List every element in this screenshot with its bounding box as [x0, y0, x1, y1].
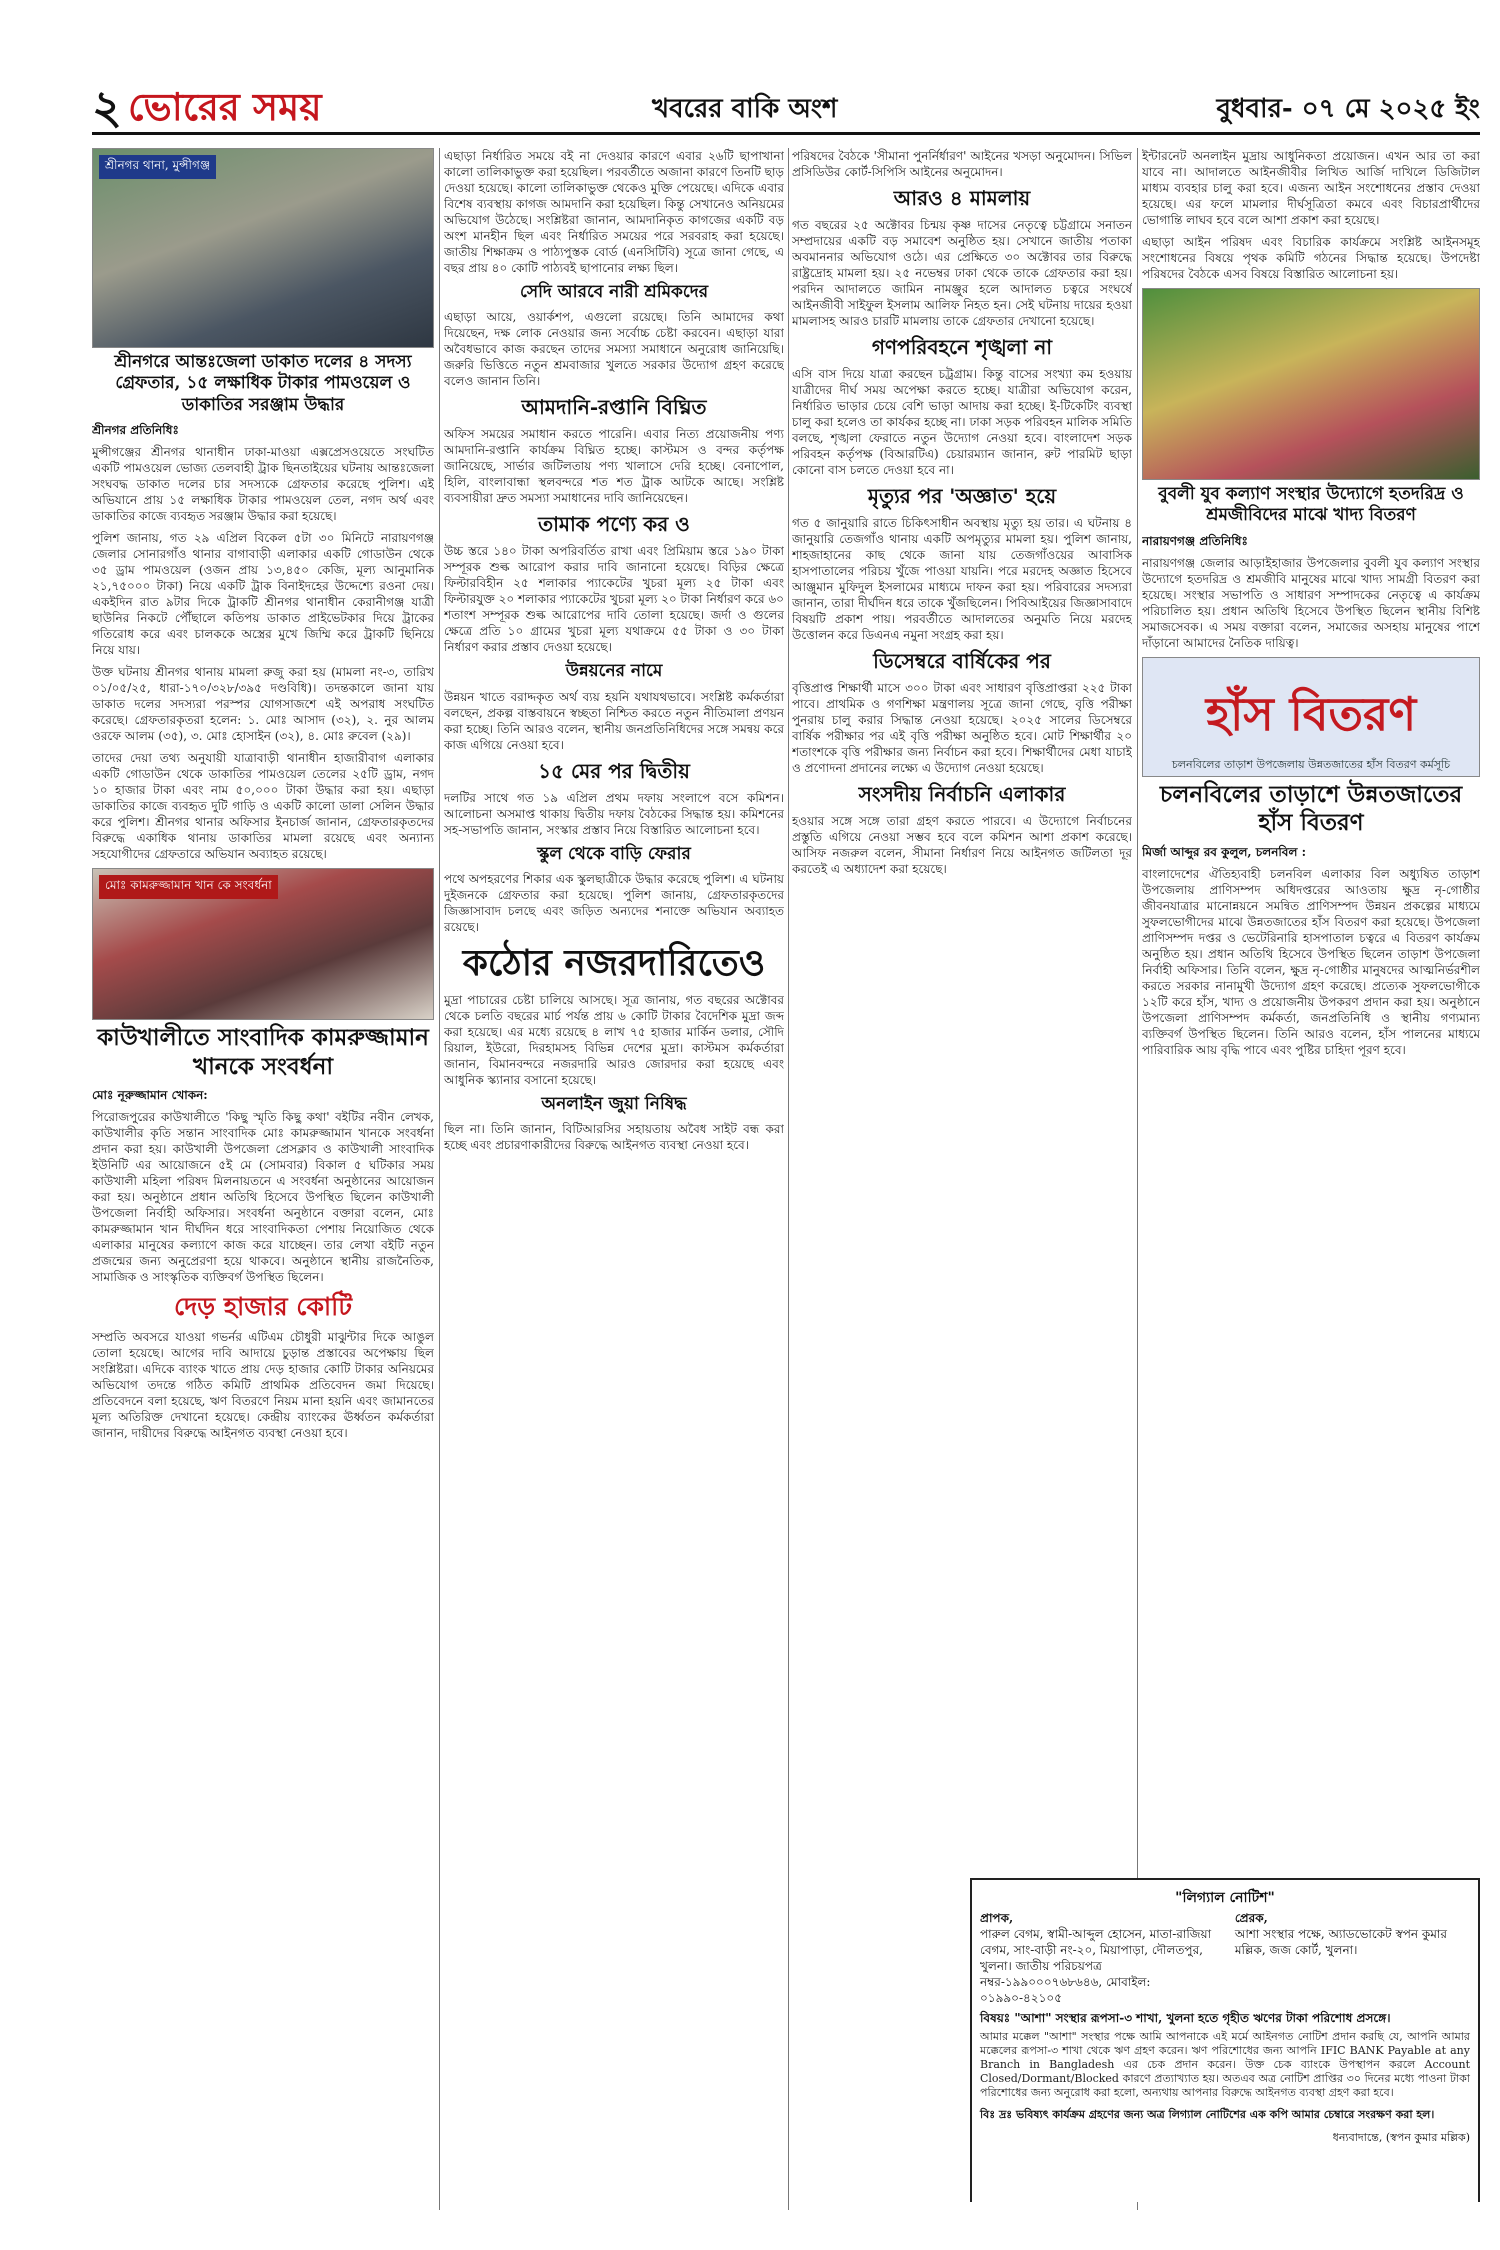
headline-school-return: স্কুল থেকে বাড়ি ফেরার [537, 843, 691, 864]
headline-strict-surveillance: কঠোর নজরদারিতেও [462, 941, 766, 984]
page-number: ২ [92, 80, 122, 134]
headline-thousand-crore: দেড় হাজার কোটি [174, 1292, 352, 1322]
newspaper-logo: ভোরের সময় [128, 84, 322, 129]
article-paragraph: মুদ্রা পাচারের চেষ্টা চালিয়ে আসছে। সূত্র জানায়, গত বছরের অক্টোবর থেকে চলতি বছরের মার্চ পর্যন্ত প্রায় ৬ কোটি টাকার বৈদেশিক মুদ্রা জব্দ করা হয়েছে। এর মধ্যে রয়েছে ৪ লাখ ৭৫ হাজার মার্কিন ডলার, সৌদি রিয়াল, ইউরো, দিরহামসহ বিভিন্ন দেশের মুদ্রা। কাস্টমস কর্মকর্তারা জানান, বিমানবন্দরে নজরদারি আরও জোরদার করা হয়েছে এবং আধুনিক স্ক্যানার বসানো হয়েছে। [444, 992, 784, 1087]
photo-caption-tag: মোঃ কামরুজ্জামান খান কে সংবর্ধনা [99, 875, 278, 899]
byline: মোঃ নূরুজ্জামান খোকন: [92, 1088, 208, 1103]
headline-unknown-after-death: মৃত্যুর পর 'অজ্ঞাত' হয়ে [867, 484, 1057, 508]
headline-december-annual: ডিসেম্বরে বার্ষিকের পর [873, 649, 1051, 673]
article-paragraph: সম্প্রতি অবসরে যাওয়া গভর্নর এটিএম চৌধুরী মাঝুন্টার দিকে আঙুল তোলা হয়েছে। আগের দাবি আদায়ে চুড়ান্ত প্রস্তাবের অপেক্ষায় ছিল সংশ্লিষ্টরা। এদিকে ব্যাংক খাতে প্রায় দেড় হাজার কোটি টাকার অনিয়মের অভিযোগ তদন্তে গঠিত কমিটি প্রাথমিক প্রতিবেদন জমা দিয়েছে। প্রতিবেদনে বলা হয়েছে, ঋণ বিতরণে নিয়ম মানা হয়নি এবং জামানতের মূল্য অতিরিক্ত দেখানো হয়েছে। কেন্দ্রীয় ব্যাংকের ঊর্ধ্বতন কর্মকর্তারা জানান, দায়ীদের বিরুদ্ধে আইনগত ব্যবস্থা নেওয়া হবে। [92, 1329, 434, 1440]
column-4 [1142, 148, 1480, 1870]
headline-import-export: আমদানি-রপ্তানি বিঘ্নিত [521, 395, 707, 420]
news-photo-food-distribution [1142, 288, 1480, 480]
article-paragraph: ছিল না। তিনি জানান, বিটিআরসির সহায়তায় অবৈধ সাইট বন্ধ করা হচ্ছে এবং প্রচারণাকারীদের বিরুদ্ধে আইনগত ব্যবস্থা নেওয়া হবে। [444, 1122, 784, 1152]
publication-date: বুধবার- ০৭ মে ২০২৫ ইং [1216, 94, 1480, 124]
article-paragraph: উক্ত ঘটনায় শ্রীনগর থানায় মামলা রুজু করা হয় (মামলা নং-৩, তারিখ ০১/০৫/২৫, ধারা-১৭০/৩২৮/৩৯৫ দণ্ডবিধি)। তদন্তকালে জানা যায় ডাকাত দলের সদস্যরা পরস্পর যোগসাজশে এই অপরাধ সংঘটিত করেছে। গ্রেফতারকৃতরা হলেন: ১. মোঃ আসাদ (৩২), ২. নুর আলম ওরফে আলম (৩৫), ৩. মোঃ হোসাইন (৩২), ৪. মোঃ রুবেল (২৯)। [92, 664, 434, 743]
headline-journalist-reception: কাউখালীতে সাংবাদিক কামরুজ্জামান খানকে সংবর্ধনা [97, 1023, 429, 1080]
recipient-label: প্রাপক, [980, 1911, 1014, 1925]
recipient-details: পারুল বেগম, স্বামী-আব্দুল হোসেন, মাতা-রাজিয়া বেগম, সাং-বাড়ী নং-২০, মিয়াপাড়া, দৌলতপুর, খুলনা। জাতীয় পরিচয়পত্র নম্বর-১৯৯০০০৭৬৮৬৪৬, মোবাইল: ০১৯৯০-৪২১০৫ [980, 1927, 1212, 2005]
article-paragraph: মুন্সীগঞ্জের শ্রীনগর থানাধীন ঢাকা-মাওয়া এক্সপ্রেসওয়েতে সংঘটিত একটি পামওয়েল ভোজ্য তেলবাহী ট্রাক ছিনতাইয়ের ঘটনায় আন্তঃজেলা সংঘবদ্ধ ডাকাত দলের চার সদস্যকে গ্রেফতার করেছে পুলিশ। এই অভিযানে প্রায় ১৫ লক্ষাধিক টাকার পামওয়েল তেল, নগদ অর্থ এবং ডাকাতির কাজে ব্যবহৃত সরঞ্জাম উদ্ধার করা হয়েছে। [92, 444, 434, 523]
duck-distribution-banner [1142, 657, 1480, 777]
article-paragraph: এছাড়া নির্ধারিত সময়ে বই না দেওয়ার কারণে এবার ২৬টি ছাপাখানা কালো তালিকাভুক্ত করা হয়েছিল। পরবর্তীতে অজানা কারণে তিনটি ছাড় দেওয়া হয়েছে। কালো তালিকাভুক্ত থেকেও মুক্তি পেয়েছে। এদিকে এবার বিশেষ ব্যবস্থায় কাগজ আমদানি করা হয়েছিল। কিন্তু সেখানেও অনিয়মের অভিযোগ উঠেছে। সংশ্লিষ্টরা জানান, আমদানিকৃত কাগজের একটি বড় অংশ মানহীন ছিল এবং নির্ধারিত সময়ের পরে সরবরাহ করা হয়েছে। জাতীয় শিক্ষাক্রম ও পাঠ্যপুস্তক বোর্ড (এনসিটিবি) সূত্রে জানা গেছে, এ বছর প্রায় ৪০ কোটি পাঠ্যবই ছাপানোর লক্ষ্য ছিল। [444, 149, 784, 275]
article-paragraph: পুলিশ জানায়, গত ২৯ এপ্রিল বিকেল ৫টা ৩০ মিনিটে নারায়ণগঞ্জ জেলার সোনারগাঁও থানার বাগাবাড়ী এলাকার একটি গোডাউন থেকে ৩৫ ড্রাম পামওয়েল (ওজন প্রায় ১৩,৪৫০ কেজি, মূল্য আনুমানিক ২১,৭৫০০০ টাকা) নিয়ে একটি ট্রাক বিনাইদহের উদ্দেশ্যে রওনা দেয়। একইদিন রাত ৯টার দিকে ট্রাকটি শ্রীনগর থানাধীন কেরানীগঞ্জ যাত্রী ছাউনির নিকটে পৌঁছালে কতিপয় ডাকাত প্রাইভেটকার দিয়ে ট্রাকের গতিরোধ করে এবং চালককে অস্ত্রের মুখে জিম্মি করে ট্রাকটি ছিনিয়ে নিয়ে যায়। [92, 530, 434, 657]
legal-notice [970, 1872, 1480, 2202]
headline-online-gambling: অনলাইন জুয়া নিষিদ্ধ [541, 1093, 687, 1114]
notice-title: "লিগ্যাল নোটিশ" [1175, 1890, 1275, 1906]
headline-public-transport: গণপরিবহনে শৃঙ্খলা না [871, 335, 1053, 359]
news-photo-reception [92, 868, 434, 1020]
column-1 [92, 148, 434, 2210]
byline: নারায়ণগঞ্জ প্রতিনিধিঃ [1142, 533, 1248, 548]
article-paragraph: অফিস সময়ের সমাধান করতে পারেনি। এবার নিত্য প্রয়োজনীয় পণ্য আমদানি-রপ্তানি কার্যক্রম বিঘ্নিত হচ্ছে। কাস্টমস ও বন্দর কর্তৃপক্ষ জানিয়েছে, সার্ভার জটিলতায় পণ্য খালাসে দেরি হচ্ছে। বেনাপোল, হিলি, বাংলাবান্ধা স্থলবন্দরে শত শত ট্রাক আটকে আছে। সংশ্লিষ্ট ব্যবসায়ীরা দ্রুত সমস্যা সমাধানের দাবি জানিয়েছেন। [444, 427, 784, 506]
legal-notice-box [970, 1878, 1480, 2202]
column-divider [788, 148, 789, 2210]
article-paragraph: পিরোজপুরের কাউখালীতে 'কিছু স্মৃতি কিছু কথা' বইটির নবীন লেখক, কাউখালীর কৃতি সন্তান সাংবাদিক মোঃ কামরুজ্জামান খানকে সংবর্ধনা প্রদান করা হয়। কাউখালী উপজেলা প্রেসক্লাব ও কাউখালী সাংবাদিক ইউনিটি এর আয়োজনে ৫ই মে (সোমবার) বিকাল ৫ ঘটিকার সময় কাউখালী মহিলা পরিষদ মিলনায়তনে এ সংবর্ধনা অনুষ্ঠানের আয়োজন করা হয়। অনুষ্ঠানে প্রধান অতিথি হিসেবে উপস্থিত ছিলেন কাউখালী উপজেলা নির্বাহী অফিসার। সংবর্ধনা অনুষ্ঠানে বক্তারা বলেন, মোঃ কামরুজ্জামান খান দীর্ঘদিন ধরে সাংবাদিকতা পেশায় নিয়োজিত থেকে এলাকার মানুষের কল্যাণে কাজ করে যাচ্ছেন। তার লেখা বইটি নতুন প্রজন্মের জন্য অনুপ্রেরণা হয়ে থাকবে। অনুষ্ঠানে স্থানীয় রাজনৈতিক, সামাজিক ও সাংস্কৃতিক ব্যক্তিবর্গ উপস্থিত ছিলেন। [92, 1110, 434, 1285]
column-divider [439, 148, 440, 2210]
banner-subtitle: চলনবিলের তাড়াশ উপজেলায় উন্নতজাতের হাঁস বিতরণ কর্মসূচি [1171, 757, 1451, 771]
byline: মির্জা আব্দুর রব কুলুল, চলনবিল : [1142, 845, 1307, 859]
article-paragraph: এছাড়া আয়ে, ওয়ার্কশপ, এগুলো রয়েছে। তিনি আমাদের কথা দিয়েছেন, দক্ষ লোক নেওয়ার জন্য সর্বোচ্চ চেষ্টা করবেন। এছাড়া যারা অবৈধভাবে কাজ করছেন তাদের সমস্যা সমাধানে অনুরোধ জানিয়েছি। জরুরি ভিত্তিতে নতুন শ্রমবাজার খুলতে সরকার উদ্যোগ গ্রহণ করেছে বলেও জানান তিনি। [444, 310, 784, 389]
masthead [92, 82, 1480, 135]
headline-food-distribution: বুবলী যুব কল্যাণ সংস্থার উদ্যোগে হতদরিদ্র ও শ্রমজীবিদের মাঝে খাদ্য বিতরণ [1158, 484, 1464, 526]
notice-subject: বিষয়ঃ "আশা" সংস্থার রূপসা-৩ শাখা, খুলনা হতে গৃহীত ঋণের টাকা পরিশোধ প্রসঙ্গে। [980, 2011, 1391, 2025]
banner-title: হাঁস বিতরণ [1205, 686, 1417, 741]
notice-body: আমার মক্কেল "আশা" সংস্থার পক্ষে আমি আপনাকে এই মর্মে আইনগত নোটিশ প্রদান করছি যে, আপনি আমার মক্কেলের রূপসা-৩ শাখা থেকে ঋণ গ্রহণ করেন। ঋণ পরিশোধের জন্য আপনি IFIC BANK Payable at any Branch in Bangladesh এর চেক প্রদান করেন। উক্ত চেক ব্যাংকে উপস্থাপন করলে Account Closed/Dormant/Blocked কারণে প্রত্যাখ্যাত হয়। অতএব অত্র নোটিশ প্রাপ্তির ৩০ দিনের মধ্যে পাওনা টাকা পরিশোধের জন্য অনুরোধ করা হলো, অন্যথায় আপনার বিরুদ্ধে আইনগত ব্যবস্থা গ্রহণ করা হবে। [980, 2030, 1470, 2099]
article-paragraph: দলটির সাথে গত ১৯ এপ্রিল প্রথম দফায় সংলাপে বসে কমিশন। আলোচনা অসমাপ্ত থাকায় দ্বিতীয় দফায় বৈঠকের সিদ্ধান্ত হয়। কমিশনের সহ-সভাপতি জানান, সংস্কার প্রস্তাব নিয়ে বিস্তারিত আলোচনা হবে। [444, 790, 784, 837]
headline-duck-distribution: চলনবিলের তাড়াশে উন্নতজাতের হাঁস বিতরণ [1159, 780, 1463, 837]
byline: শ্রীনগর প্রতিনিধিঃ [92, 422, 179, 437]
sender-details: আশা সংস্থার পক্ষে, অ্যাডভোকেট স্বপন কুমার মল্লিক, জজ কোর্ট, খুলনা। [1234, 1927, 1448, 1957]
article-paragraph: ইন্টারনেট অনলাইন মুদ্রায় আধুনিকতা প্রয়োজন। এখন আর তা করা যাবে না। আদালতে আইনজীবীর লিখিত আর্জি দাখিলে ডিজিটাল মাধ্যম ব্যবহার চালু করা হবে। এজন্য আইন সংশোধনের প্রস্তাব দেওয়া হয়েছে। এর ফলে মামলার দীর্ঘসূত্রিতা কমবে এবং বিচারপ্রার্থীদের ভোগান্তি লাঘব হবে বলে আশা প্রকাশ করা হয়েছে। [1142, 149, 1480, 227]
notice-parties [980, 1910, 1470, 2006]
headline-development: উন্নয়নের নামে [565, 661, 663, 682]
headline-tobacco-tax: তামাক পণ্যে কর ও [538, 512, 690, 537]
headline-constituency: সংসদীয় নির্বাচনি এলাকার [858, 782, 1066, 806]
article-paragraph: হওয়ার সঙ্গে সঙ্গে তারা গ্রহণ করতে পারবে। এ উদ্যোগে নির্বাচনের প্রস্তুতি এগিয়ে নেওয়া সম্ভব হবে বলে কমিশন আশা প্রকাশ করেছে। আসিফ নজরুল বলেন, সীমানা নির্ধারণ নিয়ে আইনগত জটিলতা দূর করতেই এ অধ্যাদেশ করা হয়েছে। [792, 814, 1132, 876]
headline-after-may-15: ১৫ মের পর দ্বিতীয় [538, 758, 690, 783]
article-paragraph: তাদের দেয়া তথ্য অনুযায়ী যাত্রাবাড়ী থানাধীন হাজারীবাগ এলাকার একটি গোডাউন থেকে ডাকাতির পামওয়েল তেলের ২৫টি ড্রাম, নগদ ১০ হাজার টাকা এবং নাম ৫০,০০০ টাকা উদ্ধার করা হয়। এছাড়া ডাকাতির কাজে ব্যবহৃত দুটি গাড়ি ও একটি কালো ডালা সেলিন উদ্ধার করে পুলিশ। শ্রীনগর থানার অফিসার ইনচার্জ জানান, গ্রেফতারকৃতদের বিরুদ্ধে একাধিক থানায় ডাকাতির মামলা রয়েছে এবং অন্যান্য সহযোগীদের গ্রেফতারে অভিযান অব্যাহত রয়েছে। [92, 750, 434, 861]
article-paragraph: উন্নয়ন খাতে বরাদ্দকৃত অর্থ ব্যয় হয়নি যথাযথভাবে। সংশ্লিষ্ট কর্মকর্তারা বলছেন, প্রকল্প বাস্তবায়নে স্বচ্ছতা নিশ্চিত করতে নতুন নীতিমালা প্রণয়ন করা হচ্ছে। তিনি আরও বলেন, স্থানীয় জনপ্রতিনিধিদের সঙ্গে সমন্বয় করে কাজ এগিয়ে নেওয়া হবে। [444, 689, 784, 752]
article-paragraph: পথে অপহরণের শিকার এক স্কুলছাত্রীকে উদ্ধার করেছে পুলিশ। এ ঘটনায় দুইজনকে গ্রেফতার করা হয়েছে। পুলিশ জানায়, গ্রেফতারকৃতদের জিজ্ঞাসাবাদ চলছে এবং জড়িত অন্যদের শনাক্তে অভিযান অব্যাহত রয়েছে। [444, 871, 784, 934]
article-paragraph: গত বছরের ২৫ অক্টোবর চিন্ময় কৃষ্ণ দাসের নেতৃত্বে চট্টগ্রামে সনাতন সম্প্রদায়ের একটি বড় সমাবেশ অনুষ্ঠিত হয়। সেখানে জাতীয় পতাকা অবমাননার অভিযোগ ওঠে। এর প্রেক্ষিতে ৩০ অক্টোবর তার বিরুদ্ধে রাষ্ট্রদ্রোহ মামলা হয়। ২৫ নভেম্বর ঢাকা থেকে তাকে গ্রেফতার করা হয়। পরদিন আদালতে জামিন নামঞ্জুর হলে আদালত চত্বরে সংঘর্ষে আইনজীবী সাইফুল ইসলাম আলিফ নিহত হন। সেই ঘটনায় দায়ের হওয়া মামলাসহ আরও চারটি মামলায় তাকে গ্রেফতার দেখানো হয়েছে। [792, 218, 1132, 328]
photo-caption-tag: শ্রীনগর থানা, মুন্সীগঞ্জ [99, 155, 216, 179]
headline-saudi-women-workers: সেদি আরবে নারী শ্রমিকদের [519, 282, 709, 302]
article-paragraph: পরিষদের বৈঠকে 'সীমানা পুনর্নির্ধারণ' আইনের খসড়া অনুমোদন। সিভিল প্রসিডিউর কোর্ট-সিপিসি আইনের অনুমোদন। [792, 149, 1132, 179]
article-paragraph: নারায়ণগঞ্জ জেলার আড়াইহাজার উপজেলার বুবলী যুব কল্যাণ সংস্থার উদ্যোগে হতদরিদ্র ও শ্রমজীবি মানুষের মাঝে খাদ্য সামগ্রী বিতরণ করা হয়েছে। সংস্থার সভাপতি ও সাধারণ সম্পাদকের নেতৃত্বে এ কার্যক্রম পরিচালিত হয়। প্রধান অতিথি হিসেবে উপস্থিত ছিলেন স্থানীয় বিশিষ্ট সমাজসেবক। এ সময় বক্তারা বলেন, সমাজের অসহায় মানুষের পাশে দাঁড়ানো আমাদের নৈতিক দায়িত্ব। [1142, 555, 1480, 650]
article-paragraph: গত ৫ জানুয়ারি রাতে চিকিৎসাধীন অবস্থায় মৃত্যু হয় তার। এ ঘটনায় ৪ জানুয়ারি তেজগাঁও থানায় একটি অপমৃত্যুর মামলা হয়। পুলিশ জানায়, শাহজাহানের কাছ থেকে জানা যায় তেজগাঁওয়ের আবাসিক হাসপাতালের পরিচয় খুঁজে পাওয়া যায়নি। পরে মরদেহ অজ্ঞাত হিসেবে আঞ্জুমান মুফিদুল ইসলামের মাধ্যমে দাফন করা হয়। পরিবারের সদস্যরা জানান, তারা দীর্ঘদিন ধরে তাকে খুঁজছিলেন। পিবিআইয়ের জিজ্ঞাসাবাদে বিষয়টি প্রকাশ পায়। পরবর্তীতে আদালতের অনুমতি নিয়ে মরদেহ উত্তোলন করে ডিএনএ নমুনা সংগ্রহ করা হয়। [792, 516, 1132, 642]
article-paragraph: এসি বাস দিয়ে যাত্রা করছেন চট্রগ্রাম। কিন্তু বাসের সংখ্যা কম হওয়ায় যাত্রীদের দীর্ঘ সময় অপেক্ষা করতে হচ্ছে। যাত্রীরা অভিযোগ করেন, নির্ধারিত ভাড়ার চেয়ে বেশি ভাড়া আদায় করা হচ্ছে। ই-টিকেটিং ব্যবস্থা চালু করা হলেও তা কার্যকর হচ্ছে না। ঢাকা সড়ক পরিবহন মালিক সমিতি বলছে, শৃঙ্খলা ফেরাতে নতুন উদ্যোগ নেওয়া হবে। বাংলাদেশ সড়ক পরিবহন কর্তৃপক্ষ (বিআরটিএ) চেয়ারম্যান জানান, রুট পারমিট ছাড়া কোনো বাস চলতে দেওয়া হবে না। [792, 367, 1132, 477]
news-photo-police-station [92, 148, 434, 348]
notice-footnote: বিঃ দ্রঃ ভবিষ্যৎ কার্যক্রম গ্রহণের জন্য অত্র লিগ্যাল নোটিশের এক কপি আমার চেম্বারে সংরক্ষণ করা হল। [980, 2108, 1435, 2121]
article-paragraph: বাংলাদেশের ঐতিহ্যবাহী চলনবিল এলাকার বিল অধ্যুষিত তাড়াশ উপজেলায় প্রাণিসম্পদ অধিদপ্তরের আওতায় ক্ষুদ্র নৃ-গোষ্ঠীর জীবনযাত্রার মানোন্নয়নে সমন্বিত প্রাণিসম্পদ উন্নয়ন প্রকল্পের মাধ্যমে সুফলভোগীদের মাঝে উন্নতজাতের হাঁস বিতরণ করা হয়েছে। উপজেলা প্রাণিসম্পদ দপ্তর ও ভেটেরিনারি হাসপাতাল চত্বরে এ বিতরণ কার্যক্রম অনুষ্ঠিত হয়। প্রধান অতিথি হিসেবে উপস্থিত ছিলেন তাড়াশ উপজেলা নির্বাহী অফিসার। তিনি বলেন, ক্ষুদ্র নৃ-গোষ্ঠীর মানুষদের আত্মনির্ভরশীল করতে সরকার নানামুখী উদ্যোগ গ্রহণ করেছে। প্রত্যেক সুফলভোগীকে ১২টি করে হাঁস, খাদ্য ও প্রয়োজনীয় উপকরণ প্রদান করা হয়। অনুষ্ঠানে উপজেলা প্রাণিসম্পদ কর্মকর্তা, জনপ্রতিনিধি ও স্থানীয় গণ্যমান্য ব্যক্তিবর্গ উপস্থিত ছিলেন। তিনি আরও বলেন, হাঁস পালনের মাধ্যমে পারিবারিক আয় বৃদ্ধি পাবে এবং পুষ্টির চাহিদা পূরণ হবে। [1142, 867, 1480, 1057]
article-paragraph: এছাড়া আইন পরিষদ এবং বিচারিক কার্যক্রমে সংশ্লিষ্ট আইনসমূহ সংশোধনের বিষয়ে পৃথক কমিটি গঠনের সিদ্ধান্ত হয়েছে। উপদেষ্টা পরিষদের বৈঠকে এসব বিষয়ে বিস্তারিত আলোচনা হয়। [1142, 235, 1480, 281]
headline-four-more-cases: আরও ৪ মামলায় [893, 186, 1031, 210]
column-2 [444, 148, 784, 2210]
article-paragraph: বৃত্তিপ্রাপ্ত শিক্ষার্থী মাসে ৩০০ টাকা এবং সাধারণ বৃত্তিপ্রাপ্তরা ২২৫ টাকা পাবে। প্রাথমিক ও গণশিক্ষা মন্ত্রণালয় সূত্রে জানা গেছে, বৃত্তি পরীক্ষা পুনরায় চালু করার সিদ্ধান্ত নেওয়া হয়েছে। ২০২৫ সালের ডিসেম্বরে বার্ষিক পরীক্ষার পর এই বৃত্তি পরীক্ষা অনুষ্ঠিত হবে। মোট শিক্ষার্থীর ২০ শতাংশকে বৃত্তি পরীক্ষার জন্য নির্বাচন করা হবে। শিক্ষার্থীদের মেধা যাচাই ও প্রণোদনা প্রদানের লক্ষ্যে এ উদ্যোগ নেওয়া হয়েছে। [792, 681, 1132, 775]
article-paragraph: উচ্চ স্তরে ১৪০ টাকা অপরিবর্তিত রাখা এবং প্রিমিয়াম স্তরে ১৯০ টাকা সম্পূরক শুল্ক আরোপ করার দাবি জানানো হয়েছে। বিড়ির ক্ষেত্রে ফিল্টারবিহীন ২৫ শলাকার প্যাকেটের খুচরা মূল্য ২৫ টাকা এবং ফিল্টারযুক্ত ২০ শলাকার প্যাকেটের খুচরা মূল্য ২০ টাকা নির্ধারণ করে ৬০ শতাংশ সম্পূরক শুল্ক আরোপের দাবি তোলা হয়েছে। জর্দা ও গুলের ক্ষেত্রে প্রতি ১০ গ্রামের খুচরা মূল্য যথাক্রমে ৫৫ টাকা ও ৩০ টাকা নির্ধারণ করার প্রস্তাব দেওয়া হয়েছে। [444, 544, 784, 655]
page-section-title: খবরের বাকি অংশ [652, 94, 838, 124]
headline-dacoit-arrest: শ্রীনগরে আন্তঃজেলা ডাকাত দলের ৪ সদস্য গ্রেফতার, ১৫ লক্ষাধিক টাকার পামওয়েল ও ডাকাতির সরঞ্জাম উদ্ধার [114, 352, 412, 415]
notice-signature: ধন্যবাদান্তে, (স্বপন কুমার মল্লিক) [1332, 2131, 1470, 2144]
sender-label: প্রেরক, [1234, 1911, 1268, 1925]
